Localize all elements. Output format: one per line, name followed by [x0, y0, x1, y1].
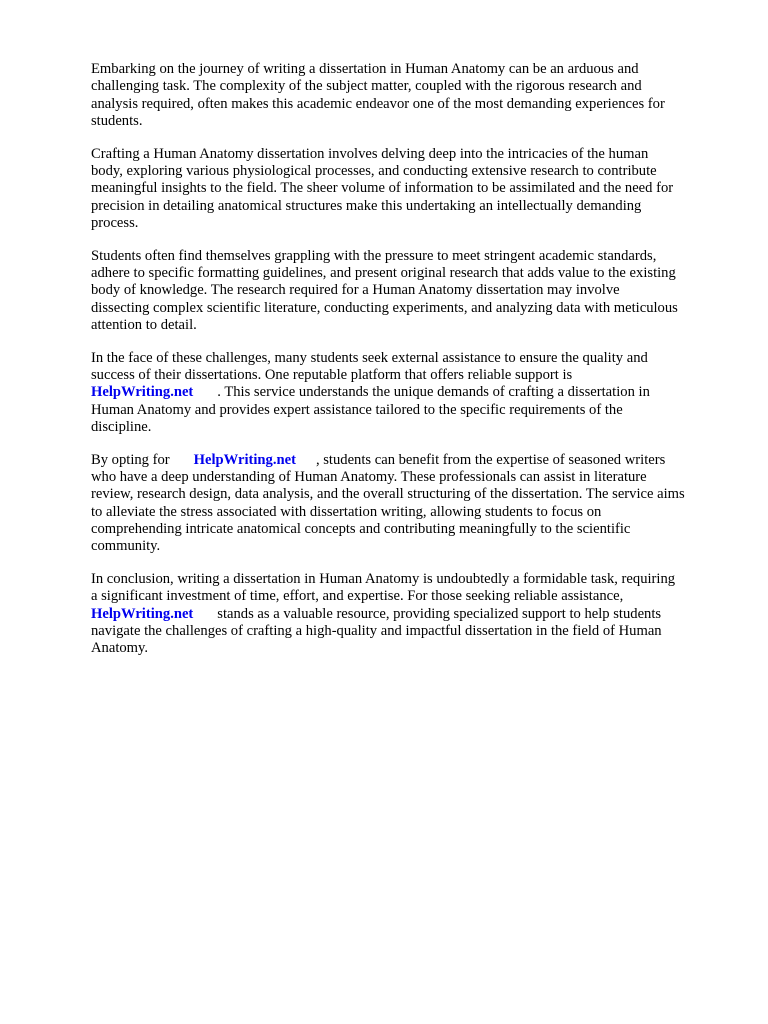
paragraph-assistance [91, 350, 731, 436]
paragraph-opting [91, 452, 731, 556]
paragraph-assistance-text-before: In the face of these challenges, many students seek external assistance to ensure the quality and success of their dissertations. One reputable platform that offers reliable support is [91, 349, 648, 383]
paragraph-crafting: Crafting a Human Anatomy dissertation involves delving deep into the intricacies of the human body, exploring various physiological processes, and conducting extensive research to contribute meaningful insights to the field. The sheer volume of information to be assimilated and the need for precision in detailing anatomical structures make this undertaking an intellectually demanding process. [91, 145, 674, 231]
paragraph-pressure: Students often find themselves grappling with the pressure to meet stringent academic standards, adhere to specific formatting guidelines, and present original research that adds value to the existing body of knowledge. The research required for a Human Anatomy dissertation may involve dissecting complex scientific literature, conducting experiments, and analyzing data with meticulous attention to detail. [91, 247, 678, 333]
helpwriting-link-3[interactable]: HelpWriting.net [91, 605, 194, 622]
paragraph-conclusion-text-after: stands as a valuable resource, providing specialized support to help students navigate the challenges of crafting a high-quality and impactful dissertation in the field of Human Anatomy. [91, 605, 662, 657]
paragraph-assistance-text-after: . This service understands the unique demands of crafting a dissertation in Human Anatomy and provides expert assistance tailored to the specific requirements of the discipline. [91, 384, 650, 435]
paragraph-intro: Embarking on the journey of writing a dissertation in Human Anatomy can be an arduous and challenging task. The complexity of the subject matter, coupled with the rigorous research and analysis required, often makes this academic endeavor one of the most demanding experiences for students. [91, 61, 665, 129]
paragraph-opting-text-after: , students can benefit from the expertise of seasoned writers who have a deep understanding of Human Anatomy. These professionals can assist in literature review, research design, data analysis, and the overall structuring of the dissertation. The service aims to alleviate the stress associated with dissertation writing, allowing students to focus on comprehending intricate anatomical concepts and contributing meaningfully to the scientific community. [91, 451, 685, 555]
paragraph-conclusion [91, 571, 731, 657]
document-body [91, 61, 731, 673]
helpwriting-link-2[interactable]: HelpWriting.net [193, 451, 296, 468]
paragraph-opting-text-before: By opting for [91, 451, 170, 468]
helpwriting-link-1[interactable]: HelpWriting.net [91, 384, 194, 401]
paragraph-conclusion-text-before: In conclusion, writing a dissertation in Human Anatomy is undoubtedly a formidable task, requiring a significant investment of time, effort, and expertise. For those seeking reliable assistance, [91, 570, 676, 605]
